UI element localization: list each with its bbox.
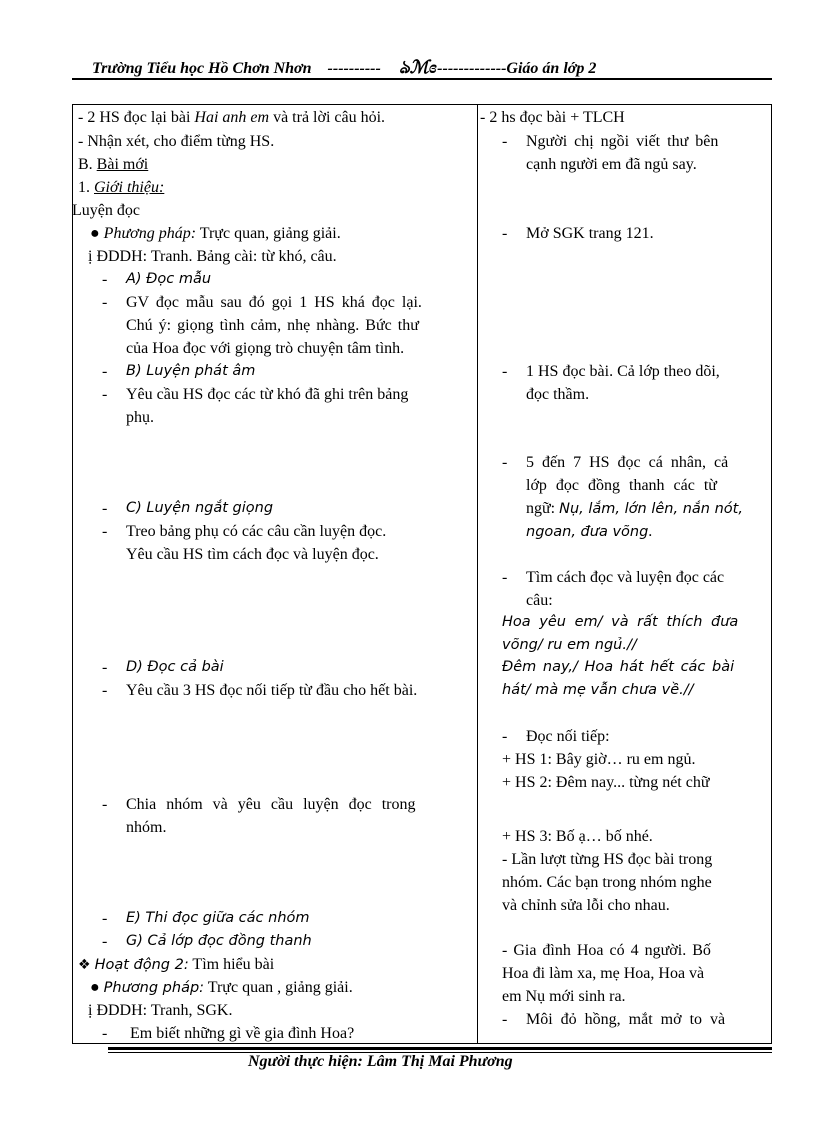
dash-icon: - bbox=[102, 386, 108, 403]
left-line-16: Treo bảng phụ có các câu cần luyện đọc. bbox=[126, 523, 387, 540]
intro-heading: 1. Giới thiệu: bbox=[78, 179, 165, 196]
dash-icon: - bbox=[502, 133, 508, 150]
dash-icon: - bbox=[502, 454, 508, 471]
right-line-22: nhóm. Các bạn trong nhóm nghe bbox=[502, 874, 712, 891]
right-line-18: + HS 1: Bây giờ… ru em ngủ. bbox=[502, 751, 696, 768]
right-line-25: Hoa đi làm xa, mẹ Hoa, Hoa và bbox=[502, 965, 705, 982]
right-line-7: 5 đến 7 HS đọc cá nhân, cả bbox=[526, 454, 729, 471]
left-line-11: của Hoa đọc với giọng trò chuyện tâm tình. bbox=[126, 340, 405, 357]
dash-icon: - bbox=[102, 271, 108, 288]
right-line-27: Môi đỏ hồng, mắt mở to và bbox=[526, 1011, 726, 1028]
header-separator-1: ---------- bbox=[327, 60, 381, 77]
header-separator-2: ------------- bbox=[437, 60, 507, 77]
dash-icon: - bbox=[102, 796, 108, 813]
left-line-2: - Nhận xét, cho điểm từng HS. bbox=[78, 133, 275, 150]
right-line-12: câu: bbox=[526, 592, 553, 609]
step-a-heading: A) Đọc mẫu bbox=[126, 271, 212, 287]
right-line-11: Tìm cách đọc và luyện đọc các bbox=[526, 569, 725, 586]
column-divider bbox=[477, 104, 478, 1044]
dash-icon: - bbox=[102, 523, 108, 540]
right-line-8: lớp đọc đồng thanh các từ bbox=[526, 477, 717, 494]
right-line-21: - Lần lượt từng HS đọc bài trong bbox=[502, 851, 713, 868]
left-line-27: Em biết những gì về gia đình Hoa? bbox=[130, 1025, 355, 1042]
right-line-5: 1 HS đọc bài. Cả lớp theo dõi, bbox=[526, 363, 720, 380]
left-line-19: Yêu cầu 3 HS đọc nối tiếp từ đầu cho hết bài. bbox=[126, 682, 418, 699]
right-line-15: Đêm nay,/ Hoa hát hết các bài bbox=[502, 659, 735, 675]
step-c-heading: C) Luyện ngắt giọng bbox=[126, 500, 274, 516]
right-line-9: ngữ: Nụ, lắm, lớn lên, nắn nót, bbox=[526, 500, 743, 517]
header-rule bbox=[72, 78, 772, 80]
dash-icon: - bbox=[102, 933, 108, 950]
left-line-17: Yêu cầu HS tìm cách đọc và luyện đọc. bbox=[126, 546, 379, 563]
right-line-24: - Gia đình Hoa có 4 người. Bố bbox=[502, 942, 711, 959]
right-line-20: + HS 3: Bố ạ… bố nhé. bbox=[502, 828, 653, 845]
dash-icon: - bbox=[502, 569, 508, 586]
method-line-1: ● Phương pháp: Trực quan, giảng giải. bbox=[90, 225, 341, 242]
diamond-bullet-icon: ❖ bbox=[78, 957, 91, 973]
author-footer: Người thực hiện: Lâm Thị Mai Phương bbox=[248, 1053, 513, 1070]
materials-line-1: ị ĐDDH: Tranh. Bảng cài: từ khó, câu. bbox=[88, 248, 337, 265]
materials-line-2: ị ĐDDH: Tranh, SGK. bbox=[88, 1002, 233, 1019]
right-line-2: Người chị ngồi viết thư bên bbox=[526, 133, 719, 150]
right-line-10: ngoan, đưa võng. bbox=[526, 523, 653, 540]
step-g-heading: G) Cả lớp đọc đồng thanh bbox=[126, 933, 312, 949]
bullet-icon: ● bbox=[90, 225, 100, 242]
dash-icon: - bbox=[102, 1025, 108, 1042]
step-e-heading: E) Thi đọc giữa các nhóm bbox=[126, 910, 310, 926]
right-line-6: đọc thầm. bbox=[526, 386, 590, 403]
dash-icon: - bbox=[502, 225, 508, 242]
school-name: Trường Tiểu học Hồ Chơn Nhơn bbox=[92, 60, 312, 77]
left-line-10: Chú ý: giọng tình cảm, nhẹ nhàng. Bức thư bbox=[126, 317, 419, 334]
dash-icon: - bbox=[502, 728, 508, 745]
dash-icon: - bbox=[102, 500, 108, 517]
right-line-26: em Nụ mới sinh ra. bbox=[502, 988, 626, 1005]
right-line-3: cạnh người em đã ngủ say. bbox=[526, 156, 697, 173]
right-line-13: Hoa yêu em/ và rất thích đưa bbox=[502, 614, 739, 630]
right-line-17: Đọc nối tiếp: bbox=[526, 728, 610, 745]
dash-icon: - bbox=[102, 910, 108, 927]
right-line-4: Mở SGK trang 121. bbox=[526, 225, 654, 242]
right-line-16: hát/ mà mẹ vẫn chưa về.// bbox=[502, 682, 694, 698]
dash-icon: - bbox=[102, 363, 108, 380]
page-header bbox=[92, 53, 732, 77]
bullet-icon: ● bbox=[90, 979, 100, 996]
dash-icon: - bbox=[502, 1011, 508, 1028]
dash-icon: - bbox=[102, 659, 108, 676]
dash-icon: - bbox=[102, 682, 108, 699]
right-line-19: + HS 2: Đêm nay... từng nét chữ bbox=[502, 774, 710, 791]
left-line-21: nhóm. bbox=[126, 819, 167, 836]
left-line-20: Chia nhóm và yêu cầu luyện đọc trong bbox=[126, 796, 416, 813]
dash-icon: - bbox=[502, 363, 508, 380]
step-b-heading: B) Luyện phát âm bbox=[126, 363, 256, 379]
left-line-9: GV đọc mẫu sau đó gọi 1 HS khá đọc lại. bbox=[126, 294, 422, 311]
left-line-13: Yêu cầu HS đọc các từ khó đã ghi trên bảng bbox=[126, 386, 409, 403]
right-line-14: võng/ ru em ngủ.// bbox=[502, 637, 637, 653]
grade-label: Giáo án lớp 2 bbox=[506, 60, 597, 77]
method-line-2: ● Phương pháp: Trực quan , giảng giải. bbox=[90, 979, 353, 996]
left-line-14: phụ. bbox=[126, 409, 154, 426]
header-logo: ঌℳɞ bbox=[398, 57, 438, 77]
section-b-heading: B. Bài mới bbox=[78, 156, 149, 173]
left-line-1: - 2 HS đọc lại bài Hai anh em và trả lời câu hỏi. bbox=[78, 109, 386, 126]
right-line-1: - 2 hs đọc bài + TLCH bbox=[480, 109, 625, 126]
step-d-heading: D) Đọc cả bài bbox=[126, 659, 224, 675]
dash-icon: - bbox=[102, 294, 108, 311]
activity-2-heading: ❖ Hoạt động 2: Tìm hiểu bài bbox=[78, 956, 275, 973]
right-line-23: và chỉnh sửa lỗi cho nhau. bbox=[502, 897, 670, 914]
footer-rule-thick bbox=[108, 1047, 772, 1050]
reading-practice-heading: Luyện đọc bbox=[72, 202, 140, 219]
